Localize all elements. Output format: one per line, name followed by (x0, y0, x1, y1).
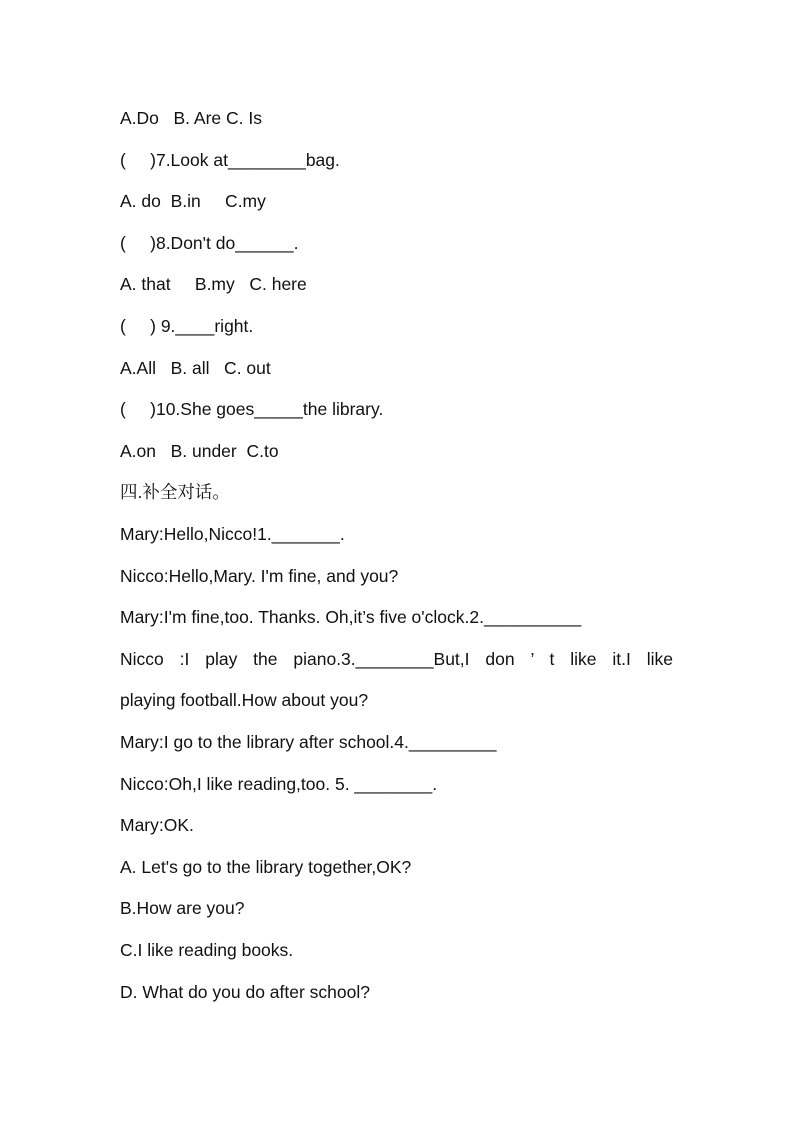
dialogue-line-3: Mary:I'm fine,too. Thanks. Oh,it’s five o'clock.2.__________ (120, 607, 582, 627)
dialogue-line-4: Nicco :I play the piano.3.________But,I don ’ t like it.I like (120, 649, 673, 669)
answer-option-c: C.I like reading books. (120, 940, 294, 960)
dialogue-line-7: Mary:OK. (120, 815, 194, 835)
section-heading: 四.补全对话。 (120, 482, 230, 502)
answer-option-d: D. What do you do after school? (120, 982, 370, 1002)
question-10: ( )10.She goes_____the library. (120, 399, 384, 419)
answer-option-b: B.How are you? (120, 898, 245, 918)
question-8: ( )8.Don't do______. (120, 233, 299, 253)
dialogue-line-6: Nicco:Oh,I like reading,too. 5. ________. (120, 774, 438, 794)
q6-options: A.Do B. Are C. Is (120, 108, 262, 128)
q8-options: A. that B.my C. here (120, 274, 307, 294)
q7-options: A. do B.in C.my (120, 191, 266, 211)
q10-options: A.on B. under C.to (120, 441, 279, 461)
question-9: ( ) 9.____right. (120, 316, 254, 336)
dialogue-line-5: Mary:I go to the library after school.4._________ (120, 732, 497, 752)
answer-option-a: A. Let's go to the library together,OK? (120, 857, 412, 877)
q9-options: A.All B. all C. out (120, 358, 271, 378)
dialogue-line-1: Mary:Hello,Nicco!1._______. (120, 524, 345, 544)
dialogue-line-4-cont: playing football.How about you? (120, 690, 369, 710)
question-7: ( )7.Look at________bag. (120, 150, 340, 170)
dialogue-line-2: Nicco:Hello,Mary. I'm fine, and you? (120, 566, 399, 586)
